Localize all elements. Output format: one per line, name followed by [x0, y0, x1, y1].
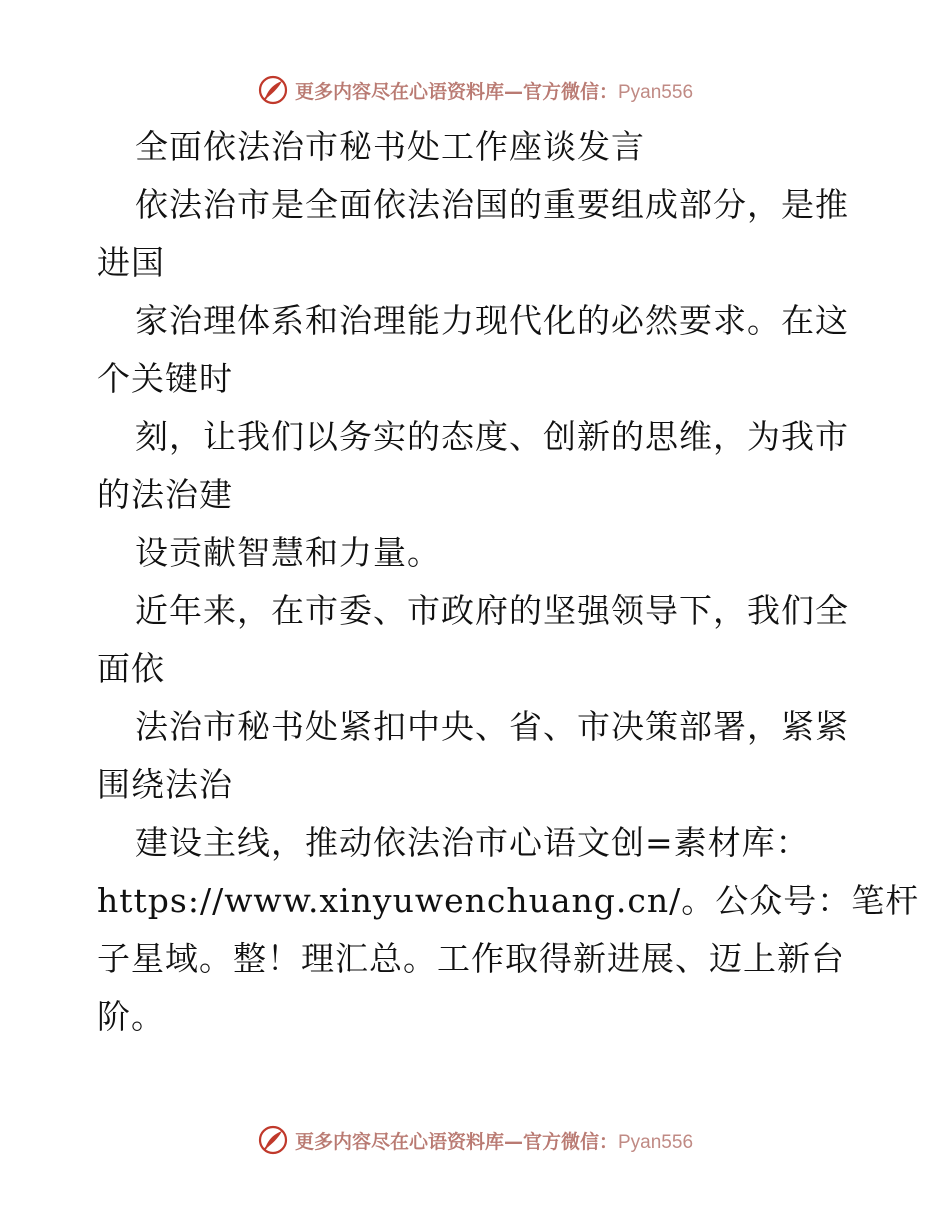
- watermark-text: [295, 77, 693, 104]
- paragraph-line: 个关键时: [97, 359, 233, 398]
- paragraph-line: 进国: [97, 243, 165, 282]
- footer-watermark: [0, 1120, 950, 1160]
- paragraph-line: 面依: [97, 649, 165, 688]
- paragraph-line: 刻，让我们以务实的态度、创新的思维，为我市: [135, 417, 849, 456]
- paragraph-line: 子星域。整！理汇总。工作取得新进展、迈上新台: [97, 939, 845, 978]
- document-body: [97, 118, 920, 1046]
- watermark-account: Pyan556: [618, 1131, 694, 1153]
- paragraph-line: 近年来，在市委、市政府的坚强领导下，我们全: [135, 591, 849, 630]
- watermark-title: 更多内容尽在心语资料库: [294, 80, 504, 103]
- paragraph-line: 法治市秘书处紧扣中央、省、市决策部署，紧紧: [135, 707, 849, 746]
- watermark-label: 官方微信：: [522, 1130, 618, 1153]
- document-title: 全面依法治市秘书处工作座谈发言: [135, 127, 645, 166]
- paragraph-line: 的法治建: [97, 475, 233, 514]
- watermark-account: Pyan556: [618, 81, 694, 103]
- paragraph-line: 依法治市是全面依法治国的重要组成部分，是推: [135, 185, 849, 224]
- watermark-separator: —: [503, 80, 523, 103]
- paragraph-line: 设贡献智慧和力量。: [135, 533, 441, 572]
- quill-logo-icon: [257, 74, 289, 106]
- paragraph-line: 家治理体系和治理能力现代化的必然要求。在这: [135, 301, 849, 340]
- watermark-title: 更多内容尽在心语资料库: [294, 1130, 504, 1153]
- watermark-text: [295, 1127, 693, 1154]
- paragraph-line: 围绕法治: [97, 765, 233, 804]
- paragraph-line: 阶。: [97, 997, 165, 1036]
- quill-logo-icon: [257, 1124, 289, 1156]
- watermark-separator: —: [503, 1130, 523, 1153]
- header-watermark: [0, 70, 950, 110]
- watermark-label: 官方微信：: [522, 80, 618, 103]
- paragraph-line: https://www.xinyuwenchuang.cn/。公众号：笔杆: [97, 881, 920, 920]
- paragraph-line: 建设主线，推动依法治市心语文创=素材库：: [135, 823, 810, 862]
